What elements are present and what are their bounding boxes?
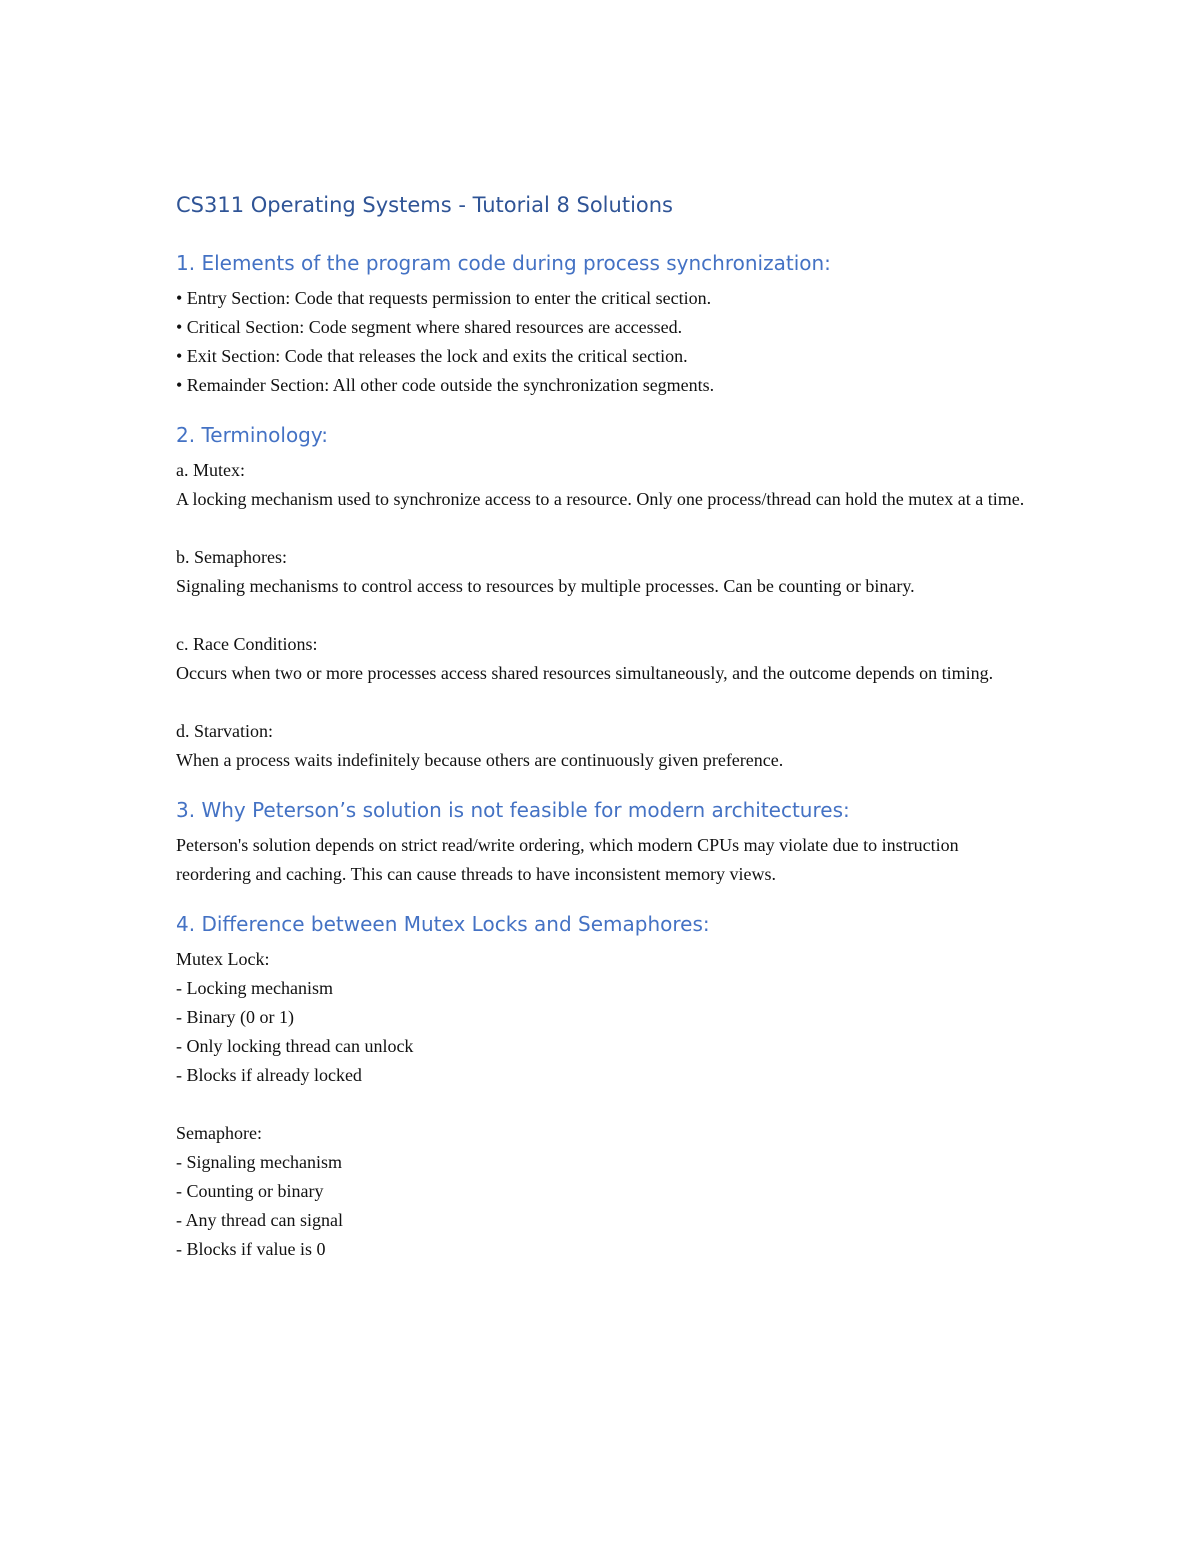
- section-heading: 3. Why Peterson’s solution is not feasible for modern architectures:: [176, 798, 850, 822]
- document-page: [176, 190, 1036, 1284]
- list-item: • Exit Section: Code that releases the lock and exits the critical section.: [176, 346, 688, 366]
- list-item: - Blocks if already locked: [176, 1065, 362, 1085]
- section-mutex-vs-semaphore: [176, 909, 1036, 1264]
- term-label: c. Race Conditions:: [176, 634, 318, 654]
- section-heading: 1. Elements of the program code during process synchronization:: [176, 251, 831, 275]
- spacer: [176, 601, 1036, 630]
- term-label: b. Semaphores:: [176, 547, 287, 567]
- list-item: - Binary (0 or 1): [176, 1007, 294, 1027]
- section-heading: 2. Terminology:: [176, 423, 328, 447]
- list-item: • Remainder Section: All other code outside the synchronization segments.: [176, 375, 715, 395]
- term-definition: Signaling mechanisms to control access to resources by multiple processes. Can be counting or binary.: [176, 576, 915, 596]
- list-item: • Entry Section: Code that requests permission to enter the critical section.: [176, 288, 712, 308]
- section-terminology: [176, 420, 1036, 775]
- list-item: - Locking mechanism: [176, 978, 333, 998]
- section-body: [176, 456, 1036, 775]
- term-definition: Occurs when two or more processes access shared resources simultaneously, and the outcome depends on timing.: [176, 663, 994, 683]
- section-elements: [176, 248, 1036, 400]
- section-peterson: [176, 795, 1036, 889]
- list-item: - Counting or binary: [176, 1181, 324, 1201]
- spacer: [176, 514, 1036, 543]
- list-item: • Critical Section: Code segment where shared resources are accessed.: [176, 317, 683, 337]
- term-label: d. Starvation:: [176, 721, 273, 741]
- section-paragraph: Peterson's solution depends on strict read/write ordering, which modern CPUs may violate due to instruction reordering and caching. This can cause threads to have inconsistent memory views.: [176, 835, 959, 884]
- spacer: [176, 688, 1036, 717]
- term-label: a. Mutex:: [176, 460, 245, 480]
- section-heading: 4. Difference between Mutex Locks and Semaphores:: [176, 912, 710, 936]
- term-definition: A locking mechanism used to synchronize access to a resource. Only one process/thread can hold the mutex at a time.: [176, 489, 1025, 509]
- list-item: - Blocks if value is 0: [176, 1239, 326, 1259]
- mutex-label: Mutex Lock:: [176, 949, 270, 969]
- term-definition: When a process waits indefinitely because others are continuously given preference.: [176, 750, 784, 770]
- list-item: - Only locking thread can unlock: [176, 1036, 414, 1056]
- section-body: [176, 284, 1036, 400]
- spacer: [176, 1090, 1036, 1119]
- list-item: - Signaling mechanism: [176, 1152, 342, 1172]
- list-item: - Any thread can signal: [176, 1210, 343, 1230]
- semaphore-label: Semaphore:: [176, 1123, 262, 1143]
- section-body: [176, 945, 1036, 1264]
- document-title: CS311 Operating Systems - Tutorial 8 Solutions: [176, 193, 673, 217]
